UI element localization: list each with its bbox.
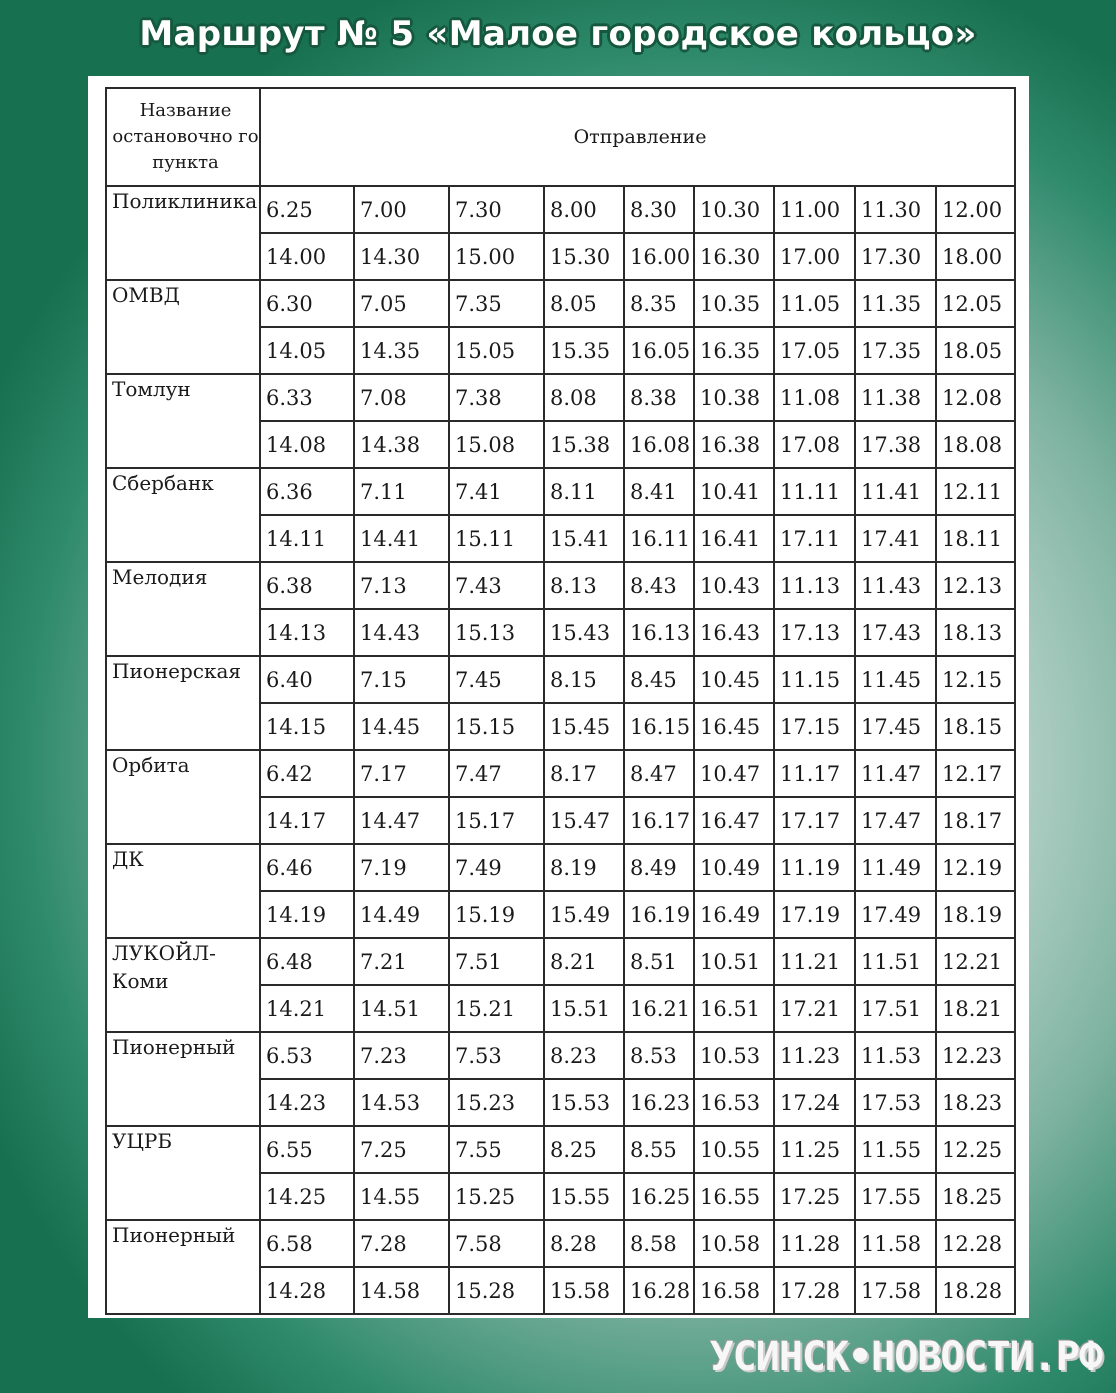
departure-time-cell: 11.17 bbox=[774, 750, 855, 797]
departure-time-cell: 15.00 bbox=[449, 233, 544, 280]
departure-time-cell: 15.19 bbox=[449, 891, 544, 938]
departure-time-cell: 15.45 bbox=[544, 703, 624, 750]
departure-time-cell: 8.55 bbox=[624, 1126, 694, 1173]
departure-time-cell: 8.35 bbox=[624, 280, 694, 327]
departure-time-cell: 12.15 bbox=[936, 656, 1015, 703]
departure-time-cell: 11.45 bbox=[855, 656, 936, 703]
departure-time-cell: 17.00 bbox=[774, 233, 855, 280]
departure-time-cell: 8.51 bbox=[624, 938, 694, 985]
departure-time-cell: 17.49 bbox=[855, 891, 936, 938]
departure-time-cell: 7.45 bbox=[449, 656, 544, 703]
departure-time-cell: 11.51 bbox=[855, 938, 936, 985]
departure-time-cell: 18.28 bbox=[936, 1267, 1015, 1314]
departure-time-cell: 14.23 bbox=[260, 1079, 354, 1126]
departure-time-cell: 14.28 bbox=[260, 1267, 354, 1314]
departure-time-cell: 6.25 bbox=[260, 186, 354, 233]
departure-time-cell: 17.08 bbox=[774, 421, 855, 468]
departure-time-cell: 16.08 bbox=[624, 421, 694, 468]
departure-time-cell: 10.35 bbox=[694, 280, 774, 327]
header-row bbox=[106, 88, 1015, 186]
departure-time-cell: 17.38 bbox=[855, 421, 936, 468]
departure-time-cell: 17.30 bbox=[855, 233, 936, 280]
departure-time-cell: 14.05 bbox=[260, 327, 354, 374]
table-row bbox=[106, 1220, 1015, 1267]
departure-time-cell: 6.58 bbox=[260, 1220, 354, 1267]
departure-time-cell: 14.47 bbox=[354, 797, 449, 844]
departure-time-cell: 16.15 bbox=[624, 703, 694, 750]
departure-time-cell: 12.00 bbox=[936, 186, 1015, 233]
stop-name-cell: Поликлиника bbox=[106, 186, 260, 280]
departure-time-cell: 17.43 bbox=[855, 609, 936, 656]
departure-time-cell: 16.38 bbox=[694, 421, 774, 468]
departure-time-cell: 17.55 bbox=[855, 1173, 936, 1220]
departure-time-cell: 8.13 bbox=[544, 562, 624, 609]
departure-time-cell: 7.41 bbox=[449, 468, 544, 515]
departure-time-cell: 11.15 bbox=[774, 656, 855, 703]
departure-time-cell: 10.49 bbox=[694, 844, 774, 891]
departure-time-cell: 17.25 bbox=[774, 1173, 855, 1220]
departure-time-cell: 14.51 bbox=[354, 985, 449, 1032]
departure-time-cell: 16.51 bbox=[694, 985, 774, 1032]
departure-time-cell: 17.19 bbox=[774, 891, 855, 938]
departure-time-cell: 6.46 bbox=[260, 844, 354, 891]
departure-time-cell: 16.58 bbox=[694, 1267, 774, 1314]
departure-time-cell: 11.53 bbox=[855, 1032, 936, 1079]
departure-time-cell: 14.19 bbox=[260, 891, 354, 938]
departure-time-cell: 18.05 bbox=[936, 327, 1015, 374]
departure-time-cell: 8.11 bbox=[544, 468, 624, 515]
departure-time-cell: 10.58 bbox=[694, 1220, 774, 1267]
stop-name-cell: УЦРБ bbox=[106, 1126, 260, 1220]
stop-name-cell: ЛУКОЙЛ- Коми bbox=[106, 938, 260, 1032]
stop-name-cell: ДК bbox=[106, 844, 260, 938]
departure-time-cell: 8.23 bbox=[544, 1032, 624, 1079]
departure-time-cell: 7.58 bbox=[449, 1220, 544, 1267]
table-row bbox=[106, 656, 1015, 703]
departure-time-cell: 15.47 bbox=[544, 797, 624, 844]
departure-time-cell: 16.43 bbox=[694, 609, 774, 656]
table-row bbox=[106, 1032, 1015, 1079]
departure-time-cell: 15.49 bbox=[544, 891, 624, 938]
departure-time-cell: 15.25 bbox=[449, 1173, 544, 1220]
departure-time-cell: 8.45 bbox=[624, 656, 694, 703]
departure-time-cell: 7.55 bbox=[449, 1126, 544, 1173]
departure-time-cell: 10.41 bbox=[694, 468, 774, 515]
departure-time-cell: 6.55 bbox=[260, 1126, 354, 1173]
departure-time-cell: 7.38 bbox=[449, 374, 544, 421]
schedule-sheet bbox=[88, 76, 1029, 1318]
departure-time-cell: 14.43 bbox=[354, 609, 449, 656]
departure-time-cell: 6.42 bbox=[260, 750, 354, 797]
departure-time-cell: 18.13 bbox=[936, 609, 1015, 656]
departure-time-cell: 17.13 bbox=[774, 609, 855, 656]
departure-time-cell: 17.28 bbox=[774, 1267, 855, 1314]
departure-time-cell: 14.11 bbox=[260, 515, 354, 562]
departure-time-cell: 18.21 bbox=[936, 985, 1015, 1032]
departure-time-cell: 15.05 bbox=[449, 327, 544, 374]
departure-time-cell: 7.47 bbox=[449, 750, 544, 797]
departure-time-cell: 14.00 bbox=[260, 233, 354, 280]
stop-name-cell: Сбербанк bbox=[106, 468, 260, 562]
departure-time-cell: 17.35 bbox=[855, 327, 936, 374]
departure-time-cell: 8.15 bbox=[544, 656, 624, 703]
departure-time-cell: 11.05 bbox=[774, 280, 855, 327]
departure-time-cell: 15.43 bbox=[544, 609, 624, 656]
departure-time-cell: 8.58 bbox=[624, 1220, 694, 1267]
stop-name-cell: Мелодия bbox=[106, 562, 260, 656]
stop-name-cell: Пионерный bbox=[106, 1032, 260, 1126]
departure-time-cell: 10.45 bbox=[694, 656, 774, 703]
departure-time-cell: 8.49 bbox=[624, 844, 694, 891]
departure-time-cell: 7.30 bbox=[449, 186, 544, 233]
departure-time-cell: 18.15 bbox=[936, 703, 1015, 750]
departure-time-cell: 10.43 bbox=[694, 562, 774, 609]
departure-time-cell: 12.05 bbox=[936, 280, 1015, 327]
departure-time-cell: 14.21 bbox=[260, 985, 354, 1032]
departure-time-cell: 7.43 bbox=[449, 562, 544, 609]
departure-time-cell: 10.38 bbox=[694, 374, 774, 421]
departure-time-cell: 16.05 bbox=[624, 327, 694, 374]
departure-time-cell: 18.19 bbox=[936, 891, 1015, 938]
departure-time-cell: 14.53 bbox=[354, 1079, 449, 1126]
departure-time-cell: 15.41 bbox=[544, 515, 624, 562]
departure-time-cell: 8.08 bbox=[544, 374, 624, 421]
departure-time-cell: 16.00 bbox=[624, 233, 694, 280]
departure-time-cell: 11.11 bbox=[774, 468, 855, 515]
departure-time-cell: 11.19 bbox=[774, 844, 855, 891]
departure-time-cell: 17.05 bbox=[774, 327, 855, 374]
stop-name-cell: Пионерный bbox=[106, 1220, 260, 1314]
departure-time-cell: 11.00 bbox=[774, 186, 855, 233]
departure-time-cell: 8.28 bbox=[544, 1220, 624, 1267]
departure-time-cell: 18.17 bbox=[936, 797, 1015, 844]
departure-time-cell: 7.25 bbox=[354, 1126, 449, 1173]
departure-time-cell: 12.11 bbox=[936, 468, 1015, 515]
departure-time-cell: 6.53 bbox=[260, 1032, 354, 1079]
departure-time-cell: 15.13 bbox=[449, 609, 544, 656]
departure-time-cell: 8.53 bbox=[624, 1032, 694, 1079]
departure-time-cell: 6.40 bbox=[260, 656, 354, 703]
page-title: Маршрут № 5 «Малое городское кольцо» bbox=[139, 14, 977, 54]
departure-time-cell: 16.28 bbox=[624, 1267, 694, 1314]
departure-time-cell: 7.17 bbox=[354, 750, 449, 797]
departure-time-cell: 14.35 bbox=[354, 327, 449, 374]
departure-time-cell: 11.47 bbox=[855, 750, 936, 797]
departure-time-cell: 15.55 bbox=[544, 1173, 624, 1220]
departure-time-cell: 7.51 bbox=[449, 938, 544, 985]
departure-time-cell: 7.13 bbox=[354, 562, 449, 609]
departure-time-cell: 14.30 bbox=[354, 233, 449, 280]
departure-time-cell: 17.41 bbox=[855, 515, 936, 562]
departure-time-cell: 7.23 bbox=[354, 1032, 449, 1079]
schedule-table bbox=[105, 87, 1016, 1315]
departure-time-cell: 12.08 bbox=[936, 374, 1015, 421]
stop-name-header: Название остановочно го пункта bbox=[106, 88, 260, 186]
departure-time-cell: 11.28 bbox=[774, 1220, 855, 1267]
departure-time-cell: 15.51 bbox=[544, 985, 624, 1032]
departure-time-cell: 11.55 bbox=[855, 1126, 936, 1173]
departure-time-cell: 10.55 bbox=[694, 1126, 774, 1173]
departure-time-cell: 11.43 bbox=[855, 562, 936, 609]
departure-time-cell: 7.53 bbox=[449, 1032, 544, 1079]
departure-time-cell: 8.17 bbox=[544, 750, 624, 797]
departure-time-cell: 16.21 bbox=[624, 985, 694, 1032]
departure-time-cell: 15.11 bbox=[449, 515, 544, 562]
departure-time-cell: 16.45 bbox=[694, 703, 774, 750]
departure-time-cell: 8.47 bbox=[624, 750, 694, 797]
departure-time-cell: 17.51 bbox=[855, 985, 936, 1032]
departure-time-cell: 12.17 bbox=[936, 750, 1015, 797]
departure-time-cell: 7.15 bbox=[354, 656, 449, 703]
departure-time-cell: 18.08 bbox=[936, 421, 1015, 468]
table-row bbox=[106, 750, 1015, 797]
table-row bbox=[106, 562, 1015, 609]
departure-time-cell: 17.24 bbox=[774, 1079, 855, 1126]
departure-time-cell: 14.25 bbox=[260, 1173, 354, 1220]
departure-time-cell: 18.00 bbox=[936, 233, 1015, 280]
departure-time-cell: 11.58 bbox=[855, 1220, 936, 1267]
departure-time-cell: 6.30 bbox=[260, 280, 354, 327]
stop-name-cell: Пионерская bbox=[106, 656, 260, 750]
departure-time-cell: 14.15 bbox=[260, 703, 354, 750]
stop-name-cell: Орбита bbox=[106, 750, 260, 844]
departure-time-cell: 8.43 bbox=[624, 562, 694, 609]
table-row bbox=[106, 374, 1015, 421]
departure-time-cell: 6.33 bbox=[260, 374, 354, 421]
table-row bbox=[106, 186, 1015, 233]
departure-time-cell: 8.38 bbox=[624, 374, 694, 421]
departure-time-cell: 10.51 bbox=[694, 938, 774, 985]
departure-time-cell: 16.19 bbox=[624, 891, 694, 938]
departure-time-cell: 17.45 bbox=[855, 703, 936, 750]
departure-time-cell: 12.25 bbox=[936, 1126, 1015, 1173]
departure-time-cell: 12.28 bbox=[936, 1220, 1015, 1267]
departure-time-cell: 17.11 bbox=[774, 515, 855, 562]
departure-time-cell: 15.17 bbox=[449, 797, 544, 844]
departure-time-cell: 11.38 bbox=[855, 374, 936, 421]
departure-time-cell: 7.08 bbox=[354, 374, 449, 421]
table-row bbox=[106, 1126, 1015, 1173]
departure-time-cell: 14.13 bbox=[260, 609, 354, 656]
departure-time-cell: 16.11 bbox=[624, 515, 694, 562]
departure-time-cell: 14.58 bbox=[354, 1267, 449, 1314]
departure-time-cell: 8.25 bbox=[544, 1126, 624, 1173]
departure-time-cell: 8.05 bbox=[544, 280, 624, 327]
departure-time-cell: 8.19 bbox=[544, 844, 624, 891]
departure-time-cell: 7.00 bbox=[354, 186, 449, 233]
departure-time-cell: 18.25 bbox=[936, 1173, 1015, 1220]
stop-name-cell: ОМВД bbox=[106, 280, 260, 374]
departure-time-cell: 16.13 bbox=[624, 609, 694, 656]
schedule-body bbox=[106, 186, 1015, 1314]
departure-time-cell: 16.35 bbox=[694, 327, 774, 374]
departure-time-cell: 12.13 bbox=[936, 562, 1015, 609]
departure-time-cell: 7.19 bbox=[354, 844, 449, 891]
departure-time-cell: 15.38 bbox=[544, 421, 624, 468]
departure-time-cell: 8.21 bbox=[544, 938, 624, 985]
departure-time-cell: 15.58 bbox=[544, 1267, 624, 1314]
departure-time-cell: 11.41 bbox=[855, 468, 936, 515]
departure-time-cell: 14.38 bbox=[354, 421, 449, 468]
departure-time-cell: 17.15 bbox=[774, 703, 855, 750]
departure-time-cell: 16.23 bbox=[624, 1079, 694, 1126]
departure-time-cell: 16.55 bbox=[694, 1173, 774, 1220]
departure-time-cell: 14.49 bbox=[354, 891, 449, 938]
departure-time-cell: 15.28 bbox=[449, 1267, 544, 1314]
departure-header: Отправление bbox=[260, 88, 1015, 186]
departure-time-cell: 6.38 bbox=[260, 562, 354, 609]
departure-time-cell: 11.13 bbox=[774, 562, 855, 609]
departure-time-cell: 12.23 bbox=[936, 1032, 1015, 1079]
departure-time-cell: 7.11 bbox=[354, 468, 449, 515]
departure-time-cell: 14.55 bbox=[354, 1173, 449, 1220]
site-watermark: УСИНСК•НОВОСТИ.РФ bbox=[709, 1334, 1102, 1380]
departure-time-cell: 15.15 bbox=[449, 703, 544, 750]
departure-time-cell: 16.25 bbox=[624, 1173, 694, 1220]
departure-time-cell: 7.21 bbox=[354, 938, 449, 985]
departure-time-cell: 11.21 bbox=[774, 938, 855, 985]
departure-time-cell: 15.30 bbox=[544, 233, 624, 280]
departure-time-cell: 14.45 bbox=[354, 703, 449, 750]
departure-time-cell: 14.17 bbox=[260, 797, 354, 844]
departure-time-cell: 16.17 bbox=[624, 797, 694, 844]
departure-time-cell: 14.41 bbox=[354, 515, 449, 562]
departure-time-cell: 12.19 bbox=[936, 844, 1015, 891]
departure-time-cell: 15.08 bbox=[449, 421, 544, 468]
departure-time-cell: 11.08 bbox=[774, 374, 855, 421]
departure-time-cell: 16.30 bbox=[694, 233, 774, 280]
stop-name-cell: Томлун bbox=[106, 374, 260, 468]
departure-time-cell: 10.47 bbox=[694, 750, 774, 797]
departure-time-cell: 8.30 bbox=[624, 186, 694, 233]
departure-time-cell: 16.41 bbox=[694, 515, 774, 562]
departure-time-cell: 18.11 bbox=[936, 515, 1015, 562]
departure-time-cell: 8.00 bbox=[544, 186, 624, 233]
departure-time-cell: 15.53 bbox=[544, 1079, 624, 1126]
departure-time-cell: 11.30 bbox=[855, 186, 936, 233]
departure-time-cell: 8.41 bbox=[624, 468, 694, 515]
departure-time-cell: 15.23 bbox=[449, 1079, 544, 1126]
departure-time-cell: 10.53 bbox=[694, 1032, 774, 1079]
table-row bbox=[106, 468, 1015, 515]
departure-time-cell: 17.21 bbox=[774, 985, 855, 1032]
departure-time-cell: 11.49 bbox=[855, 844, 936, 891]
departure-time-cell: 14.08 bbox=[260, 421, 354, 468]
departure-time-cell: 11.35 bbox=[855, 280, 936, 327]
departure-time-cell: 15.21 bbox=[449, 985, 544, 1032]
departure-time-cell: 7.28 bbox=[354, 1220, 449, 1267]
departure-time-cell: 11.23 bbox=[774, 1032, 855, 1079]
departure-time-cell: 16.47 bbox=[694, 797, 774, 844]
departure-time-cell: 15.35 bbox=[544, 327, 624, 374]
departure-time-cell: 7.49 bbox=[449, 844, 544, 891]
departure-time-cell: 17.53 bbox=[855, 1079, 936, 1126]
departure-time-cell: 16.49 bbox=[694, 891, 774, 938]
departure-time-cell: 10.30 bbox=[694, 186, 774, 233]
departure-time-cell: 7.05 bbox=[354, 280, 449, 327]
departure-time-cell: 6.36 bbox=[260, 468, 354, 515]
departure-time-cell: 17.47 bbox=[855, 797, 936, 844]
departure-time-cell: 17.58 bbox=[855, 1267, 936, 1314]
table-row bbox=[106, 280, 1015, 327]
departure-time-cell: 12.21 bbox=[936, 938, 1015, 985]
departure-time-cell: 7.35 bbox=[449, 280, 544, 327]
departure-time-cell: 11.25 bbox=[774, 1126, 855, 1173]
table-row bbox=[106, 844, 1015, 891]
departure-time-cell: 16.53 bbox=[694, 1079, 774, 1126]
departure-time-cell: 6.48 bbox=[260, 938, 354, 985]
departure-time-cell: 18.23 bbox=[936, 1079, 1015, 1126]
table-row bbox=[106, 938, 1015, 985]
departure-time-cell: 17.17 bbox=[774, 797, 855, 844]
